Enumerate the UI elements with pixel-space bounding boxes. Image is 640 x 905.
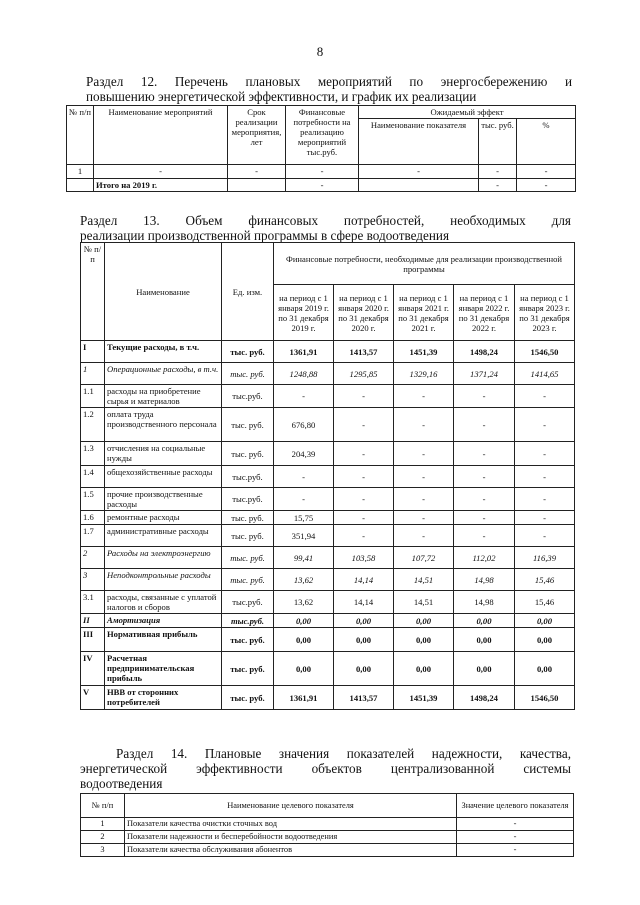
s13-value: 1361,91 [274, 341, 334, 363]
s13-value: - [394, 442, 454, 466]
s13-num: 1.7 [81, 525, 105, 547]
s13-value: - [274, 488, 334, 511]
s13-unit: тыс. руб. [222, 569, 274, 591]
s13-num: I [81, 341, 105, 363]
s13-unit: тыс. руб. [222, 525, 274, 547]
s13-value: 0,00 [515, 628, 575, 652]
s13-value: - [274, 466, 334, 488]
section13-heading-line2: реализации производственной программы в сфере водоотведения [80, 228, 450, 243]
s13-value: 14,51 [394, 569, 454, 591]
s13-value: - [515, 525, 575, 547]
table-row [81, 363, 575, 385]
s13-value: 13,62 [274, 569, 334, 591]
s13-num: 1.4 [81, 466, 105, 488]
s13-unit: тыс. руб. [222, 547, 274, 569]
table-row [81, 341, 575, 363]
s12-total-pct: - [517, 179, 576, 192]
s13-header-period: на период с 1 января 2021 г. по 31 декабря 2021 г. [394, 285, 454, 341]
s13-name: административные расходы [105, 525, 222, 547]
s13-value: 15,46 [515, 591, 575, 614]
s13-num: III [81, 628, 105, 652]
s13-value: - [454, 385, 515, 408]
s13-header-period: на период с 1 января 2023 г. по 31 декабря 2023 г. [515, 285, 575, 341]
s12-cell: - [517, 165, 576, 179]
table-row [81, 686, 575, 710]
s12-cell: 1 [67, 165, 94, 179]
s13-value: - [394, 466, 454, 488]
s13-header-num: № п/п [81, 243, 105, 341]
s13-value: - [515, 385, 575, 408]
s13-num: II [81, 614, 105, 628]
s12-cell: - [94, 165, 228, 179]
table-row [81, 569, 575, 591]
s13-value: - [454, 408, 515, 442]
s12-cell: - [359, 165, 479, 179]
s13-header-name: Наименование [105, 243, 222, 341]
s13-name: оплата труда производственного персонала [105, 408, 222, 442]
s13-value: 1414,65 [515, 363, 575, 385]
s12-total-label: Итого на 2019 г. [94, 179, 228, 192]
s13-num: 1.2 [81, 408, 105, 442]
s13-name: ремонтные расходы [105, 511, 222, 525]
section13-heading [80, 213, 571, 243]
s13-num: 3 [81, 569, 105, 591]
s13-value: - [394, 488, 454, 511]
table-row [67, 165, 576, 179]
s13-value: - [334, 511, 394, 525]
s13-value: 1498,24 [454, 686, 515, 710]
s13-value: - [454, 511, 515, 525]
section12-heading-line2: повышению энергетической эффективности, и график их реализации [86, 89, 477, 104]
s14-num: 3 [81, 844, 125, 857]
table-row [81, 614, 575, 628]
s13-value: 676,80 [274, 408, 334, 442]
table-row [81, 525, 575, 547]
s13-value: 14,98 [454, 591, 515, 614]
s13-num: 1.6 [81, 511, 105, 525]
s14-name: Показатели качества очистки сточных вод [125, 818, 457, 831]
s13-value: - [334, 442, 394, 466]
s12-total-rub: - [479, 179, 517, 192]
s12-cell: - [479, 165, 517, 179]
s13-value: - [454, 466, 515, 488]
section12-heading [86, 74, 572, 104]
s13-name: Расходы на электроэнергию [105, 547, 222, 569]
s13-name: расходы на приобретение сырья и материалов [105, 385, 222, 408]
s13-value: 0,00 [274, 614, 334, 628]
s13-value: 0,00 [334, 628, 394, 652]
s13-value: 0,00 [334, 614, 394, 628]
s12-total-finance: - [286, 179, 359, 192]
s13-value: - [515, 408, 575, 442]
s13-value: 0,00 [454, 614, 515, 628]
s13-value: 103,58 [334, 547, 394, 569]
table-row [81, 652, 575, 686]
table-row [81, 831, 574, 844]
s13-value: - [394, 385, 454, 408]
s13-value: - [394, 525, 454, 547]
s13-value: 0,00 [394, 628, 454, 652]
s13-num: 1.1 [81, 385, 105, 408]
table-row-total [67, 179, 576, 192]
s13-unit: тыс. руб. [222, 442, 274, 466]
section14-heading-line1: Раздел 14. Плановые значения показателей надежности, качества, [116, 746, 571, 761]
s13-value: - [454, 525, 515, 547]
table-row [81, 488, 575, 511]
s12-header-name: Наименование мероприятий [94, 106, 228, 165]
s13-value: - [454, 488, 515, 511]
s13-value: - [515, 488, 575, 511]
s13-unit: тыс.руб. [222, 614, 274, 628]
s13-value: 1329,16 [394, 363, 454, 385]
s13-value: 14,14 [334, 569, 394, 591]
s12-header-effect: Ожидаемый эффект [359, 106, 576, 119]
s13-unit: тыс. руб. [222, 408, 274, 442]
s14-value: - [457, 844, 574, 857]
s13-value: 107,72 [394, 547, 454, 569]
s13-unit: тыс.руб. [222, 591, 274, 614]
s13-value: - [334, 525, 394, 547]
s13-num: 1 [81, 363, 105, 385]
s13-name: Неподконтрольные расходы [105, 569, 222, 591]
s13-value: 0,00 [454, 628, 515, 652]
s13-header-group: Финансовые потребности, необходимые для реализации производственной программы [274, 243, 575, 285]
section14-heading-line2: энергетической эффективности объектов централизованной системы [80, 761, 571, 776]
section14-table [80, 793, 574, 857]
s12-header-num: № п/п [67, 106, 94, 165]
s13-unit: тыс.руб. [222, 385, 274, 408]
s14-header-name: Наименование целевого показателя [125, 794, 457, 818]
table-row [81, 511, 575, 525]
s13-name: Операционные расходы, в т.ч. [105, 363, 222, 385]
section13-body [81, 341, 575, 710]
s13-unit: тыс. руб. [222, 652, 274, 686]
s12-cell: - [228, 165, 286, 179]
section14-heading-line3: водоотведения [80, 776, 163, 791]
s13-name: Текущие расходы, в т.ч. [105, 341, 222, 363]
s13-value: 15,46 [515, 569, 575, 591]
s13-value: 1295,85 [334, 363, 394, 385]
s12-header-pct: % [517, 119, 576, 165]
s14-num: 2 [81, 831, 125, 844]
s13-value: 351,94 [274, 525, 334, 547]
s13-name: отчисления на социальные нужды [105, 442, 222, 466]
s13-value: 0,00 [274, 628, 334, 652]
s13-value: - [515, 466, 575, 488]
s13-value: 99,41 [274, 547, 334, 569]
s13-value: 1546,50 [515, 341, 575, 363]
s13-value: 0,00 [274, 652, 334, 686]
s13-unit: тыс. руб. [222, 628, 274, 652]
s13-unit: тыс.руб. [222, 466, 274, 488]
s13-value: - [394, 408, 454, 442]
s13-value: 0,00 [454, 652, 515, 686]
s13-value: 14,98 [454, 569, 515, 591]
table-row [81, 591, 575, 614]
s13-num: V [81, 686, 105, 710]
s13-value: 14,14 [334, 591, 394, 614]
section14-heading [80, 746, 571, 791]
s13-num: 1.5 [81, 488, 105, 511]
s14-name: Показатели качества обслуживания абонентов [125, 844, 457, 857]
s13-num: 3.1 [81, 591, 105, 614]
s14-header-num: № п/п [81, 794, 125, 818]
s13-name: общехозяйственные расходы [105, 466, 222, 488]
s14-num: 1 [81, 818, 125, 831]
s13-value: 204,39 [274, 442, 334, 466]
s12-header-rub: тыс. руб. [479, 119, 517, 165]
s13-value: 0,00 [394, 614, 454, 628]
section13-table [80, 242, 575, 710]
s13-value: 13,62 [274, 591, 334, 614]
s13-value: 1546,50 [515, 686, 575, 710]
s12-header-finance: Финансовые потребности на реализацию мероприятий тыс.руб. [286, 106, 359, 165]
s13-value: 0,00 [515, 652, 575, 686]
s13-value: 1451,39 [394, 686, 454, 710]
s13-value: 1248,88 [274, 363, 334, 385]
page-number: 8 [316, 44, 324, 59]
s13-value: - [334, 488, 394, 511]
s13-header-unit: Ед. изм. [222, 243, 274, 341]
s12-header-indicator: Наименование показателя [359, 119, 479, 165]
table-row [81, 628, 575, 652]
s14-value: - [457, 818, 574, 831]
table-row [81, 844, 574, 857]
s13-header-period: на период с 1 января 2020 г. по 31 декабря 2020 г. [334, 285, 394, 341]
s13-value: - [334, 408, 394, 442]
table-row [81, 385, 575, 408]
s13-value: - [274, 385, 334, 408]
section13-heading-line1: Раздел 13. Объем финансовых потребностей, необходимых для [80, 213, 571, 228]
s13-value: - [454, 442, 515, 466]
s13-num: IV [81, 652, 105, 686]
s13-unit: тыс.руб. [222, 488, 274, 511]
s13-value: 1361,91 [274, 686, 334, 710]
s13-name: расходы, связанные с уплатой налогов и сборов [105, 591, 222, 614]
s13-value: 15,75 [274, 511, 334, 525]
s13-value: - [334, 385, 394, 408]
table-row [81, 818, 574, 831]
s13-value: - [515, 511, 575, 525]
s13-name: Амортизация [105, 614, 222, 628]
s13-num: 2 [81, 547, 105, 569]
s13-value: 14,51 [394, 591, 454, 614]
s13-unit: тыс. руб. [222, 686, 274, 710]
s13-header-period: на период с 1 января 2019 г. по 31 декабря 2019 г. [274, 285, 334, 341]
s13-value: 1451,39 [394, 341, 454, 363]
s13-value: 0,00 [334, 652, 394, 686]
s13-value: 112,02 [454, 547, 515, 569]
s14-value: - [457, 831, 574, 844]
s13-name: прочие производственные расходы [105, 488, 222, 511]
s12-header-term: Срок реализации мероприятия, лет [228, 106, 286, 165]
section12-heading-line1: Раздел 12. Перечень плановых мероприятий по энергосбережению и [86, 74, 572, 89]
s13-unit: тыс. руб. [222, 363, 274, 385]
s13-name: НВВ от сторонних потребителей [105, 686, 222, 710]
table-row [81, 442, 575, 466]
s13-unit: тыс. руб. [222, 341, 274, 363]
table-row [81, 408, 575, 442]
s13-value: 0,00 [394, 652, 454, 686]
s13-name: Нормативная прибыль [105, 628, 222, 652]
s13-num: 1.3 [81, 442, 105, 466]
s13-header-period: на период с 1 января 2022 г. по 31 декабря 2022 г. [454, 285, 515, 341]
s14-name: Показатели надежности и бесперебойности водоотведения [125, 831, 457, 844]
s13-value: 1413,57 [334, 686, 394, 710]
s12-cell: - [286, 165, 359, 179]
s14-header-value: Значение целевого показателя [457, 794, 574, 818]
s13-value: 0,00 [515, 614, 575, 628]
s13-value: 116,39 [515, 547, 575, 569]
table-row [81, 547, 575, 569]
section12-table [66, 105, 576, 192]
s13-value: 1498,24 [454, 341, 515, 363]
s13-value: 1371,24 [454, 363, 515, 385]
s13-unit: тыс. руб. [222, 511, 274, 525]
table-row [81, 466, 575, 488]
s13-value: - [394, 511, 454, 525]
s13-value: 1413,57 [334, 341, 394, 363]
s13-value: - [334, 466, 394, 488]
s13-value: - [515, 442, 575, 466]
s13-name: Расчетная предпринимательская прибыль [105, 652, 222, 686]
